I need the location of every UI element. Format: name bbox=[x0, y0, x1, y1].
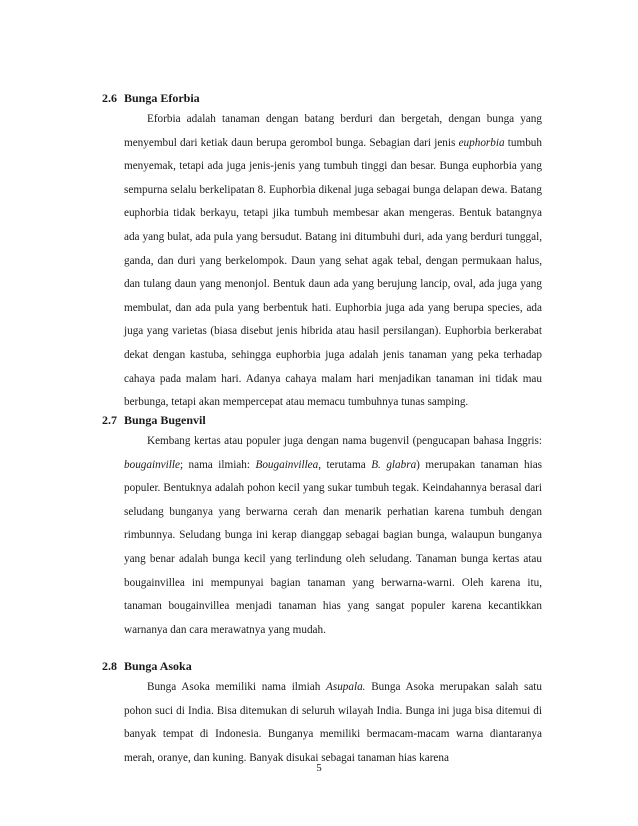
paragraph-text: Eforbia adalah tanaman dengan batang berduri dan bergetah, dengan bunga yang menyembul dari ketiak daun berupa gerombol bunga. Sebagian dari jenis bbox=[124, 113, 542, 149]
paragraph-text: tumbuh menyemak, tetapi ada juga jenis-jenis yang tumbuh tinggi dan besar. Bunga euphorbia yang sempurna selalu berkelipatan 8. Euphorbia dikenal juga sebagai bunga delapan dewa. Batang euphorbia tidak berkayu, tetapi jika tumbuh membesar akan mengeras. Bentuk batangnya ada yang bulat, ada pula yang bersudut. Batang ini ditumbuhi duri, ada yang berduri tunggal, ganda, dan duri yang berkelompok. Daun yang sehat agak tebal, dengan permukaan halus, dan tulang daun yang menonjol. Bentuk daun ada yang berujung lancip, oval, ada juga yang membulat, dan ada pula yang berbentuk hati. Euphorbia juga ada yang berupa species, ada juga yang varietas (biasa disebut jenis hibrida atau hasil persilangan). Euphorbia berkerabat dekat dengan kastuba, sehingga euphorbia juga adalah jenis tanaman yang peka terhadap cahaya pada malam hari. Adanya cahaya malam hari menjadikan tanaman ini tidak mau berbunga, tetapi akan mempercepat atau memacu tumbuhnya tunas samping. bbox=[124, 136, 542, 409]
section-number: 2.7 bbox=[102, 413, 117, 427]
section-title: Bunga Asoka bbox=[124, 659, 192, 673]
section-number: 2.6 bbox=[102, 91, 117, 105]
italic-term: Bougainvillea bbox=[255, 458, 319, 471]
section-2-8 bbox=[102, 656, 542, 770]
italic-term: B. glabra bbox=[371, 458, 417, 471]
italic-term: Asupala. bbox=[326, 681, 366, 693]
paragraph-text: Bunga Asoka merupakan salah satu pohon suci di India. Bisa ditemukan di seluruh wilayah India. Bunga ini juga bisa ditemui di banyak tempat di Indonesia. Bunganya memiliki bermacam-macam warna diantaranya merah, oranye, dan kuning. Banyak disukai sebagai tanaman hias karena bbox=[124, 681, 542, 764]
section-paragraph bbox=[102, 676, 542, 770]
section-number: 2.8 bbox=[102, 659, 117, 673]
section-heading bbox=[102, 656, 542, 676]
section-2-7 bbox=[102, 410, 542, 642]
section-paragraph bbox=[102, 430, 542, 642]
paragraph-text: Bunga Asoka memiliki nama ilmiah bbox=[147, 681, 327, 693]
section-title: Bunga Eforbia bbox=[124, 91, 200, 105]
section-title: Bunga Bugenvil bbox=[124, 413, 206, 427]
paragraph-text: , terutama bbox=[318, 458, 372, 471]
paragraph-text: Kembang kertas atau populer juga dengan nama bugenvil (pengucapan bahasa Inggris: bbox=[147, 435, 542, 447]
paragraph-text: ; nama ilmiah: bbox=[179, 458, 256, 471]
paragraph-text: ) merupakan tanaman hias populer. Bentuknya adalah pohon kecil yang sukar tumbuh tegak. Keindahannya berasal dari seludang bunganya yang berwarna cerah dan menarik perhatian karena tumbuh dengan rimbunnya. Seludang bunga ini kerap dianggap sebagai bagian bunga, walaupun bunganya yang benar adalah bunga kecil yang terlindung oleh seludang. Tanaman bunga kertas atau bougainvillea ini mempunyai bagian tanaman yang berwarna-warni. Oleh karena itu, tanaman bougainvillea menjadi tanaman hias yang sangat populer karena kecantikkan warnanya dan cara merawatnya yang mudah. bbox=[124, 458, 543, 636]
section-heading bbox=[102, 88, 542, 108]
section-paragraph bbox=[102, 108, 542, 415]
section-heading bbox=[102, 410, 542, 430]
section-2-6 bbox=[102, 88, 542, 415]
italic-term: euphorbia bbox=[458, 136, 505, 149]
page-number: 5 bbox=[316, 762, 322, 774]
italic-term: bougainville bbox=[124, 458, 180, 471]
